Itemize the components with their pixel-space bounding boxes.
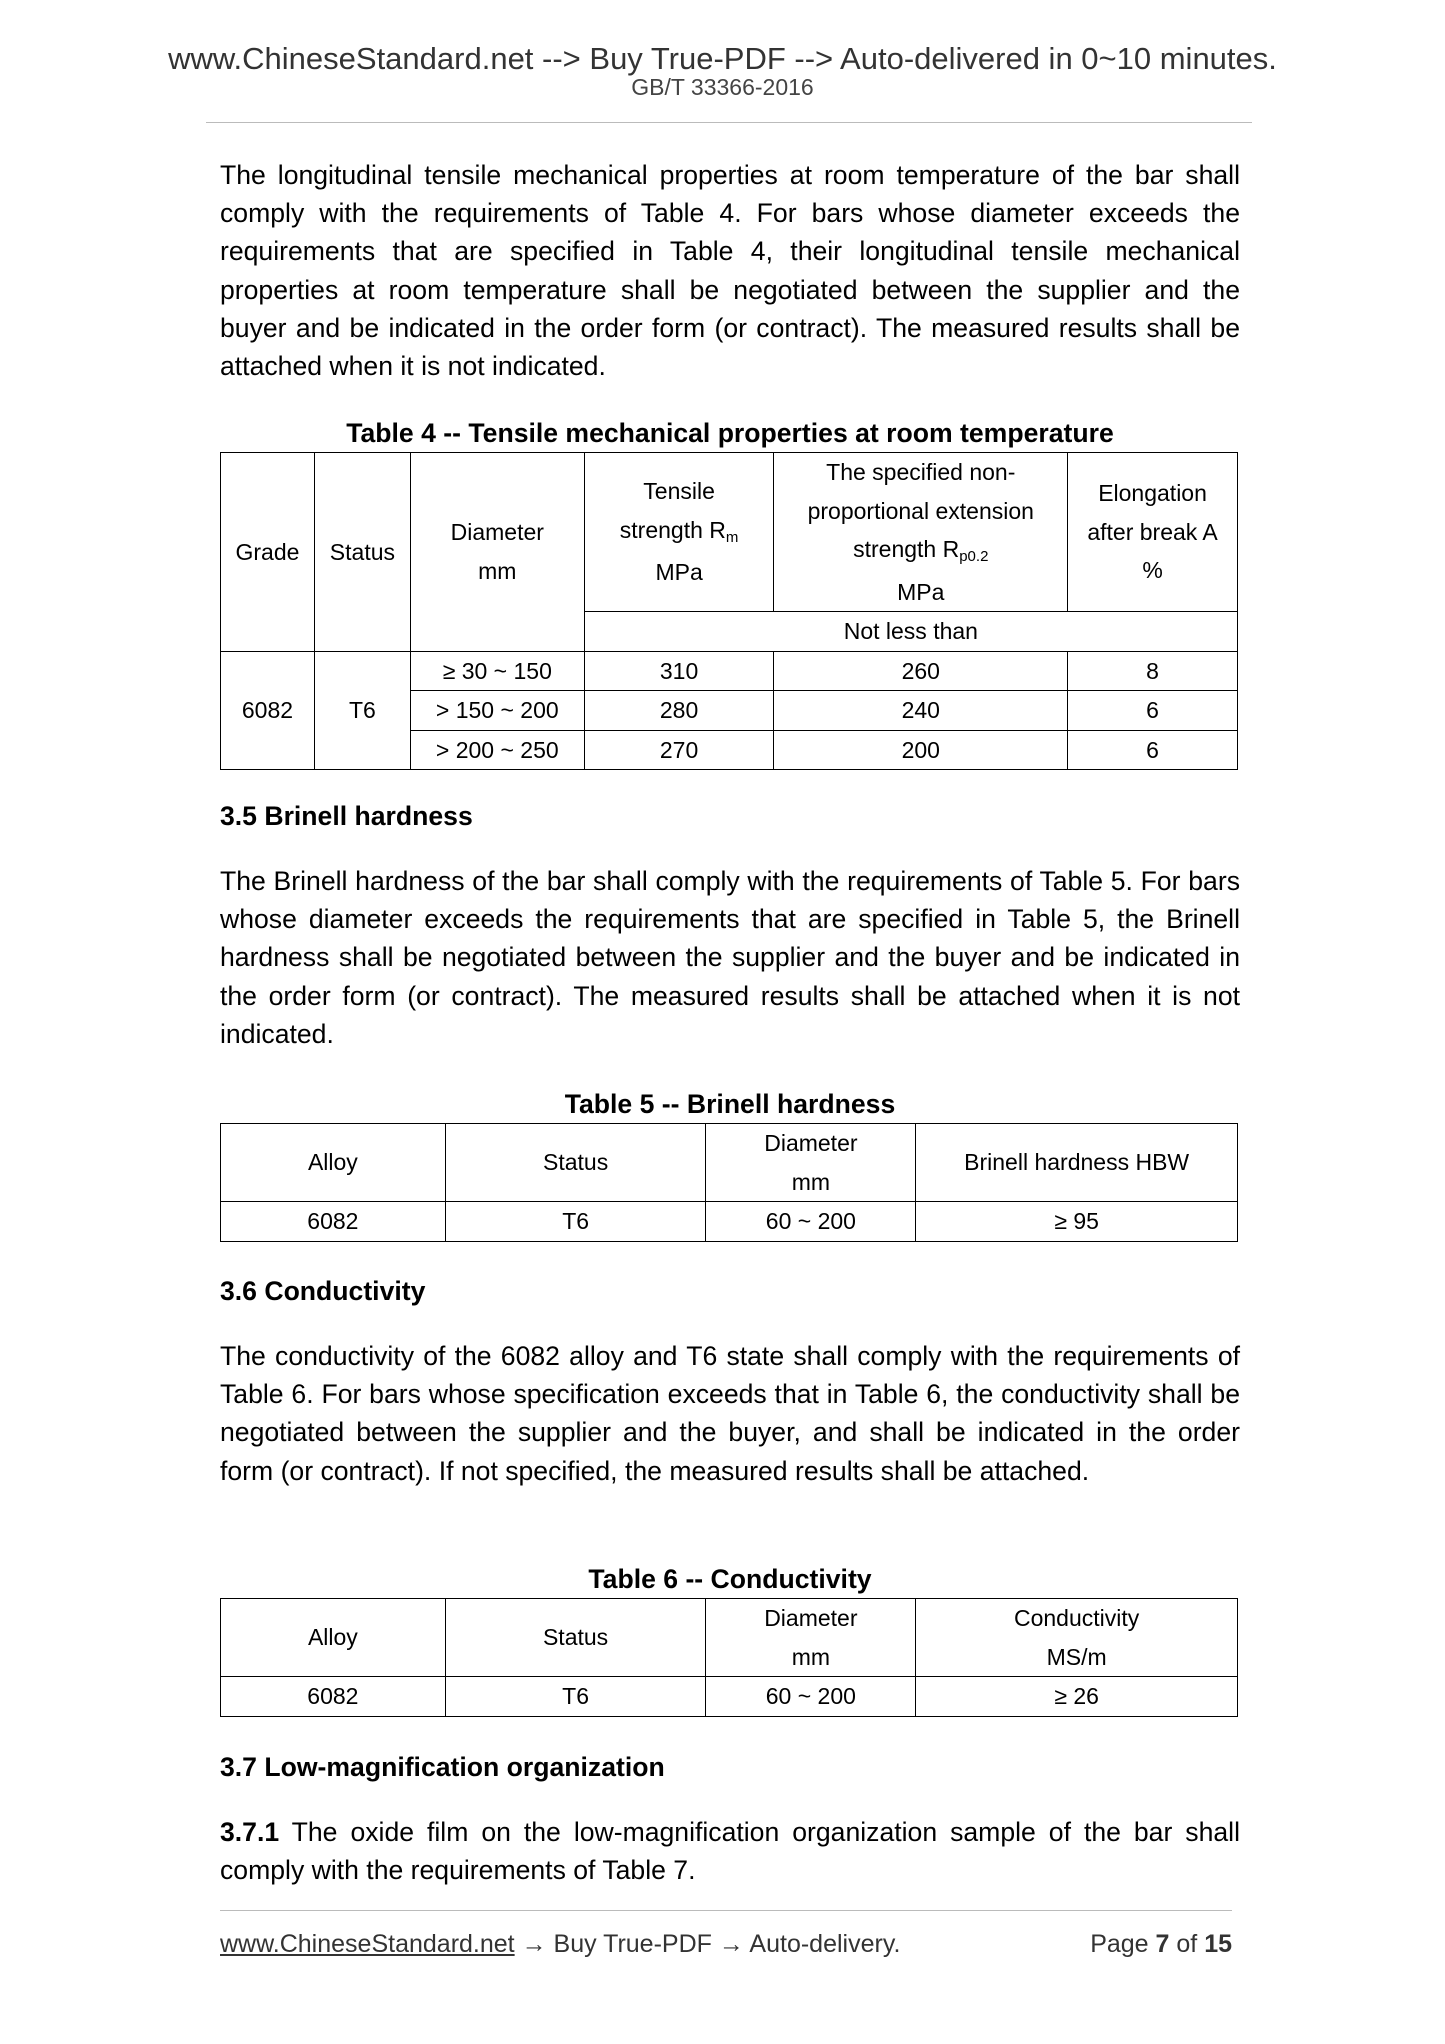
footer-arrow-1: → [514, 1930, 554, 1958]
header-tensile-symbol: strength R [619, 516, 726, 543]
section-3-5-heading: 3.5 Brinell hardness [220, 801, 473, 831]
cell-diameter: 60 ~ 200 [706, 1202, 916, 1242]
section-3-7-1-number: 3.7.1 [220, 1817, 280, 1847]
header-diameter-unit: mm [478, 557, 517, 584]
cell-yield: 200 [774, 730, 1068, 770]
header-elongation-line2: after break A [1087, 518, 1218, 545]
header-tensile-line2 [589, 511, 770, 554]
section-3-6-paragraph: The conductivity of the 6082 alloy and T6 state shall comply with the requirements of Table 6. For bars whose specification exceeds that in Table 6, the conductivity shall be negotiated between the supplier and the buyer, and shall be indicated in the order form (or contract). If not specified, the measured results shall be attached. [220, 1341, 1240, 1486]
header-yield-line3 [778, 530, 1063, 573]
table5-brinell-hardness [220, 1123, 1238, 1242]
header-conductivity-label: Conductivity [1013, 1605, 1140, 1631]
header-diameter-label: Diameter [450, 519, 544, 546]
cell-status: T6 [445, 1202, 706, 1242]
intro-paragraph: The longitudinal tensile mechanical properties at room temperature of the bar shall comply with the requirements of Table 4. For bars whose diameter exceeds the requirements that are specified in Table 4, their longitudinal tensile mechanical properties at room temperature shall be negotiated between the supplier and the buyer and be indicated in the order form (or contract). The measured results shall be attached when it is not indicated. [220, 160, 1240, 382]
section-3-7-1-paragraph [220, 1813, 1240, 1889]
table6-caption: Table 6 -- Conductivity [588, 1564, 872, 1594]
header-yield [774, 453, 1068, 612]
cell-alloy: 6082 [221, 1677, 446, 1717]
header-banner: www.ChineseStandard.net --> Buy True-PDF --> Auto-delivered in 0~10 minutes. [168, 41, 1277, 76]
cell-elongation: 6 [1068, 730, 1238, 770]
cell-tensile: 280 [584, 691, 774, 731]
table6-conductivity [220, 1598, 1238, 1717]
cell-tensile: 270 [584, 730, 774, 770]
header-conductivity [916, 1599, 1238, 1677]
footer-links [220, 1928, 900, 1960]
footer-divider [220, 1910, 1232, 1911]
cell-diameter: 60 ~ 200 [706, 1677, 916, 1717]
header-conductivity-unit: MS/m [1046, 1643, 1107, 1670]
cell-alloy: 6082 [221, 1202, 446, 1242]
table5-caption: Table 5 -- Brinell hardness [564, 1089, 896, 1119]
header-diameter [706, 1124, 916, 1202]
page-current: 7 [1155, 1930, 1170, 1958]
cell-hardness: ≥ 95 [916, 1202, 1238, 1242]
cell-yield: 240 [774, 691, 1068, 731]
header-yield-symbol: strength R [853, 536, 960, 562]
section-3-7-heading: 3.7 Low-magnification organization [220, 1752, 665, 1782]
cell-grade: 6082 [221, 651, 315, 770]
header-diameter-label: Diameter [764, 1605, 858, 1631]
page-footer [220, 1928, 1232, 1960]
header-diameter-label: Diameter [764, 1130, 858, 1156]
header-tensile-line1: Tensile [643, 478, 715, 505]
page-total: 15 [1204, 1930, 1232, 1958]
cell-conductivity: ≥ 26 [916, 1677, 1238, 1717]
table-row [221, 1202, 1238, 1242]
table4-caption: Table 4 -- Tensile mechanical properties at room temperature [346, 418, 1114, 448]
footer-arrow-2: → [711, 1930, 750, 1958]
header-yield-subscript: p0.2 [959, 548, 989, 565]
header-elongation [1068, 453, 1238, 612]
cell-diameter: ≥ 30 ~ 150 [410, 651, 584, 691]
of-label: of [1169, 1930, 1205, 1958]
cell-diameter: > 150 ~ 200 [410, 691, 584, 731]
footer-site-link[interactable]: www.ChineseStandard.net [220, 1930, 515, 1958]
header-elongation-line1: Elongation [1098, 480, 1207, 507]
page-label: Page [1090, 1930, 1156, 1958]
table4-tensile-properties [220, 452, 1238, 770]
header-elongation-unit: % [1142, 557, 1163, 584]
header-diameter-unit: mm [791, 1168, 831, 1195]
header-yield-unit: MPa [897, 578, 945, 605]
header-divider [206, 122, 1252, 123]
table-row [221, 651, 1238, 691]
header-tensile-subscript: m [725, 528, 739, 546]
header-yield-line1: The specified non- [826, 459, 1016, 485]
cell-yield: 260 [774, 651, 1068, 691]
cell-diameter: > 200 ~ 250 [410, 730, 584, 770]
header-alloy: Alloy [221, 1599, 446, 1677]
header-status: Status [445, 1599, 706, 1677]
cell-status: T6 [314, 651, 410, 770]
header-hardness: Brinell hardness HBW [916, 1124, 1238, 1202]
header-diameter-unit: mm [791, 1643, 831, 1670]
section-3-5-paragraph: The Brinell hardness of the bar shall comply with the requirements of Table 5. For bars whose diameter exceeds the requirements that are specified in Table 5, the Brinell hardness shall be negotiated between the supplier and the buyer and be indicated in the order form (or contract). The measured results shall be attached when it is not indicated. [220, 866, 1240, 1049]
header-not-less-than: Not less than [584, 612, 1237, 652]
standard-number: GB/T 33366-2016 [631, 74, 814, 100]
cell-elongation: 6 [1068, 691, 1238, 731]
cell-status: T6 [445, 1677, 706, 1717]
header-diameter [706, 1599, 916, 1677]
section-3-6-heading: 3.6 Conductivity [220, 1276, 426, 1306]
footer-delivery-text: Auto-delivery. [749, 1930, 901, 1958]
table-row [221, 1677, 1238, 1717]
page-number [1090, 1928, 1232, 1960]
cell-tensile: 310 [584, 651, 774, 691]
header-grade: Grade [221, 453, 315, 652]
header-status: Status [314, 453, 410, 652]
footer-buy-text: Buy True-PDF [553, 1930, 712, 1958]
cell-elongation: 8 [1068, 651, 1238, 691]
section-3-7-1-text: The oxide film on the low-magnification organization sample of the bar shall comply with the requirements of Table 7. [220, 1817, 1240, 1886]
header-tensile [584, 453, 774, 612]
header-alloy: Alloy [221, 1124, 446, 1202]
header-diameter [410, 453, 584, 652]
header-status: Status [445, 1124, 706, 1202]
header-yield-line2: proportional extension [807, 497, 1034, 524]
header-tensile-unit: MPa [655, 559, 703, 586]
